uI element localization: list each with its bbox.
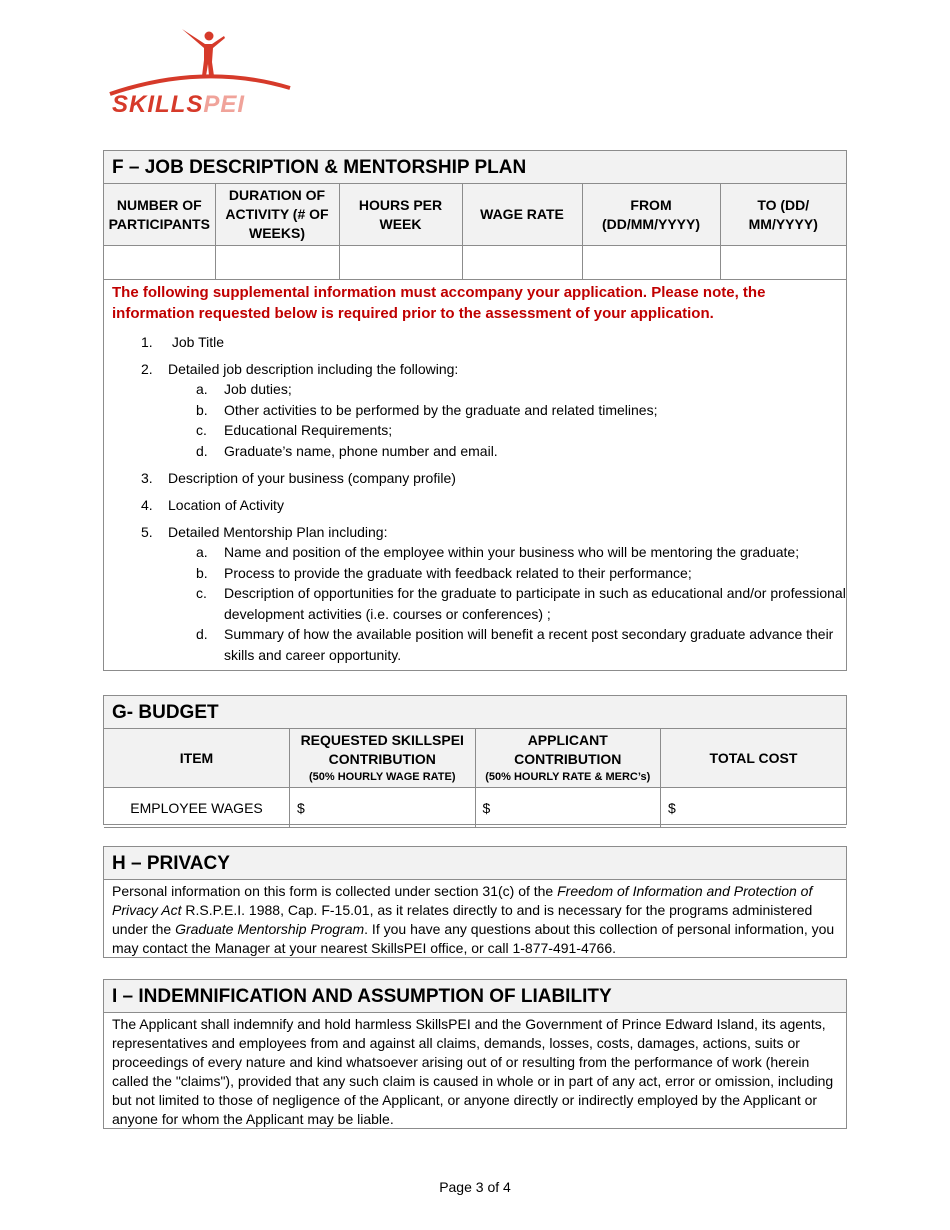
input-applicant-amount[interactable]: $ <box>475 788 661 828</box>
section-indemnification <box>103 979 847 1129</box>
input-number-of-participants[interactable] <box>104 246 215 280</box>
list-item <box>104 468 846 488</box>
col-applicant-note: (50% HOURLY RATE & MERC’s) <box>485 771 651 783</box>
skillspei-logo <box>108 26 314 120</box>
program-name: Graduate Mentorship Program <box>175 921 365 937</box>
sub-list-text: Graduate’s name, phone number and email. <box>224 442 498 459</box>
section-job-description <box>103 150 847 671</box>
input-total-cost[interactable]: $ <box>661 788 847 828</box>
section-budget <box>103 695 847 825</box>
col-from-date: FROM (DD/MM/YYYY) <box>582 184 720 246</box>
row-employee-wages-label: EMPLOYEE WAGES <box>104 788 290 828</box>
sub-list-letter: a. <box>196 544 208 560</box>
indemnification-text: The Applicant shall indemnify and hold harmless SkillsPEI and the Government of Prince Edward Island, its agents, representatives and employees from and against all claims, demands, losses, costs, damages, actions, suits or proceedings of every nature and kind whatsoever arising out of or resulting from the performance of work (herein called the "claims"), provided that any such claim is caused in whole or in part of any act, error or omission, including but not limited to those of negligence of the Applicant, or anyone directly or indirectly employed by the Applicant or anyone for whom the Applicant may be liable. <box>112 1016 834 1127</box>
foippa-act-name: Freedom of Information and Protection of Privacy Act <box>112 883 813 918</box>
sub-list-text: Educational Requirements; <box>224 422 393 438</box>
input-requested-amount[interactable]: $ <box>290 788 476 828</box>
list-text: Detailed job description including the following: <box>168 361 459 377</box>
list-text: Detailed Mentorship Plan including: <box>168 524 388 540</box>
sub-list-item <box>168 624 846 665</box>
section-privacy <box>103 846 847 958</box>
list-item <box>104 332 846 352</box>
sub-list-letter: b. <box>196 401 208 418</box>
list-number: 3. <box>141 470 153 486</box>
col-to-date: TO (DD/ MM/YYYY) <box>720 184 846 246</box>
sub-list-text: Job duties; <box>224 381 292 397</box>
input-from-date[interactable] <box>582 246 720 280</box>
sub-list-text: Process to provide the graduate with feedback related to their performance; <box>224 564 692 581</box>
sub-list-letter: c. <box>196 585 207 601</box>
col-total-cost: TOTAL COST <box>661 729 847 788</box>
list-text: Job Title <box>168 334 225 350</box>
col-applicant-contribution <box>475 729 661 788</box>
col-hours-per-week: HOURS PER WEEK <box>339 184 462 246</box>
sub-list <box>168 542 846 665</box>
section-f-title: F – JOB DESCRIPTION & MENTORSHIP PLAN <box>104 151 846 184</box>
section-h-title: H – PRIVACY <box>104 847 846 880</box>
sub-list-item <box>168 379 846 400</box>
list-item <box>104 522 846 665</box>
participants-table <box>104 184 846 280</box>
sub-list-text: Summary of how the available position will benefit a recent post secondary graduate advance their skills and career opportunity. <box>224 626 834 663</box>
sub-list-item <box>168 420 846 441</box>
budget-table <box>104 729 846 828</box>
col-requested-label: REQUESTED SKILLSPEI CONTRIBUTION <box>300 732 464 767</box>
col-requested-contribution <box>290 729 476 788</box>
sub-list-text: Other activities to be performed by the graduate and related timelines; <box>224 401 658 418</box>
list-number: 5. <box>141 524 153 540</box>
col-wage-rate: WAGE RATE <box>462 184 582 246</box>
requirements-list <box>104 332 846 665</box>
sub-list-text: Description of opportunities for the graduate to participate in such as educational and/or professional development activities (i.e. courses or conferences) ; <box>224 585 846 622</box>
list-text: Description of your business (company profile) <box>168 470 456 486</box>
list-item <box>104 495 846 515</box>
col-requested-note: (50% HOURLY WAGE RATE) <box>309 771 456 783</box>
input-wage-rate[interactable] <box>462 246 582 280</box>
col-duration-of-activity: DURATION OF ACTIVITY (# OF WEEKS) <box>215 184 339 246</box>
sub-list-item <box>168 542 846 563</box>
supplemental-notice: The following supplemental information must accompany your application. Please note, the information requested below is required prior to the assessment of your application. <box>112 284 766 322</box>
sub-list-item <box>168 563 846 584</box>
section-g-title: G- BUDGET <box>104 696 846 729</box>
sub-list-letter: d. <box>196 442 208 459</box>
section-i-title: I – INDEMNIFICATION AND ASSUMPTION OF LIABILITY <box>104 980 846 1013</box>
col-item: ITEM <box>104 729 290 788</box>
sub-list-letter: b. <box>196 564 208 581</box>
list-number: 2. <box>141 361 153 377</box>
list-number: 1. <box>141 334 153 350</box>
sub-list-letter: a. <box>196 381 208 397</box>
logo-wordmark: SKILLSPEI <box>112 91 246 118</box>
privacy-text: Personal information on this form is collected under section 31(c) of the Freedom of Information and Protection of Privacy Act R.S.P.E.I. 1988, Cap. F-15.01, as it relates directly to and is necessary for the programs administered under the Graduate Mentorship Program. If you have any questions about this collection of personal information, you may contact the Manager at your nearest SkillsPEI office, or call 1-877-491-4766. <box>112 883 835 956</box>
input-duration-of-activity[interactable] <box>215 246 339 280</box>
list-text: Location of Activity <box>168 497 284 513</box>
sub-list-item <box>168 583 846 624</box>
input-to-date[interactable] <box>720 246 846 280</box>
col-number-of-participants: NUMBER OF PARTICIPANTS <box>104 184 215 246</box>
input-hours-per-week[interactable] <box>339 246 462 280</box>
sub-list-text: Name and position of the employee within your business who will be mentoring the graduate; <box>224 544 800 560</box>
page-number: Page 3 of 4 <box>439 1179 511 1195</box>
sub-list-item <box>168 400 846 421</box>
sub-list-item <box>168 441 846 462</box>
sub-list <box>168 379 846 461</box>
sub-list-letter: d. <box>196 626 208 642</box>
list-item <box>104 359 846 461</box>
sub-list-letter: c. <box>196 422 207 438</box>
list-number: 4. <box>141 497 153 513</box>
col-applicant-label: APPLICANT CONTRIBUTION <box>514 732 622 767</box>
